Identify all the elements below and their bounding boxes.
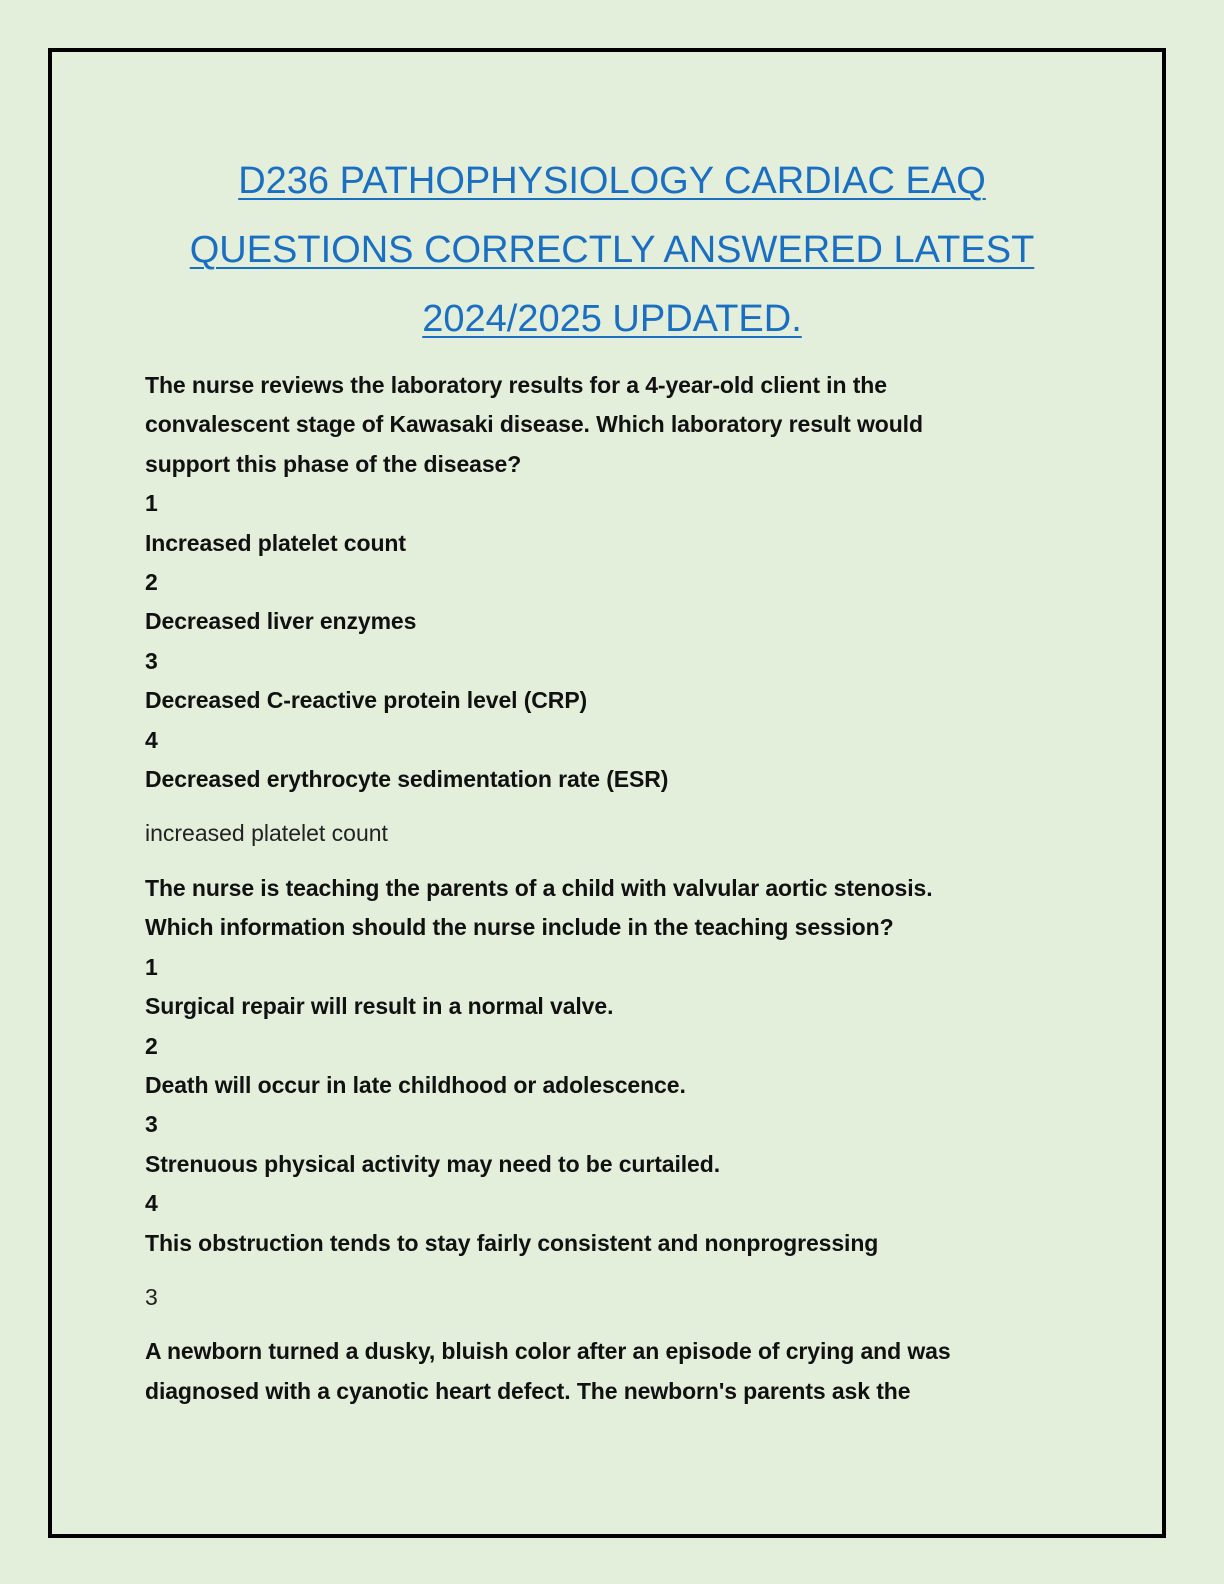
option-text: Decreased liver enzymes [145,608,417,635]
option-text: This obstruction tends to stay fairly consistent and nonprogressing [145,1229,879,1256]
option-number: 2 [145,1032,158,1059]
option-text: Death will occur in late childhood or adolescence. [145,1071,686,1098]
option-number: 1 [145,490,158,517]
title-line-3: 2024/2025 UPDATED. [422,298,802,340]
option-number: 3 [145,647,158,674]
option-text: Decreased erythrocyte sedimentation rate (ESR) [145,766,669,793]
option-text: Strenuous physical activity may need to be curtailed. [145,1150,720,1177]
question-1-text-line: The nurse reviews the laboratory results for a 4-year-old client in the [145,372,887,398]
option-text: Surgical repair will result in a normal valve. [145,993,614,1020]
question-2 [145,869,1105,1263]
document-title [48,147,1176,354]
question-2-text-line: Which information should the nurse include in the teaching session? [145,914,894,941]
question-3-text-line: A newborn turned a dusky, bluish color after an episode of crying and was [145,1338,951,1365]
question-1-text-line: support this phase of the disease? [145,450,522,477]
question-1 [145,366,1105,799]
question-1-answer: increased platelet count [145,820,388,847]
option-text: Decreased C-reactive protein level (CRP) [145,687,588,714]
question-2-answer: 3 [145,1283,158,1310]
question-2-text-line: The nurse is teaching the parents of a child with valvular aortic stenosis. [145,874,933,901]
title-line-2: QUESTIONS CORRECTLY ANSWERED LATEST [189,229,1035,271]
option-number: 4 [145,1190,158,1217]
title-line-1: D236 PATHOPHYSIOLOGY CARDIAC EAQ [238,160,986,202]
question-3-text-line: diagnosed with a cyanotic heart defect. The newborn's parents ask the [145,1377,911,1404]
option-number: 4 [145,726,158,753]
document-body [145,366,1105,1411]
option-number: 1 [145,953,158,980]
question-3 [145,1332,1105,1411]
option-text: Increased platelet count [145,529,406,556]
option-number: 2 [145,569,158,596]
question-1-text-line: convalescent stage of Kawasaki disease. Which laboratory result would [145,411,923,438]
option-number: 3 [145,1111,158,1138]
